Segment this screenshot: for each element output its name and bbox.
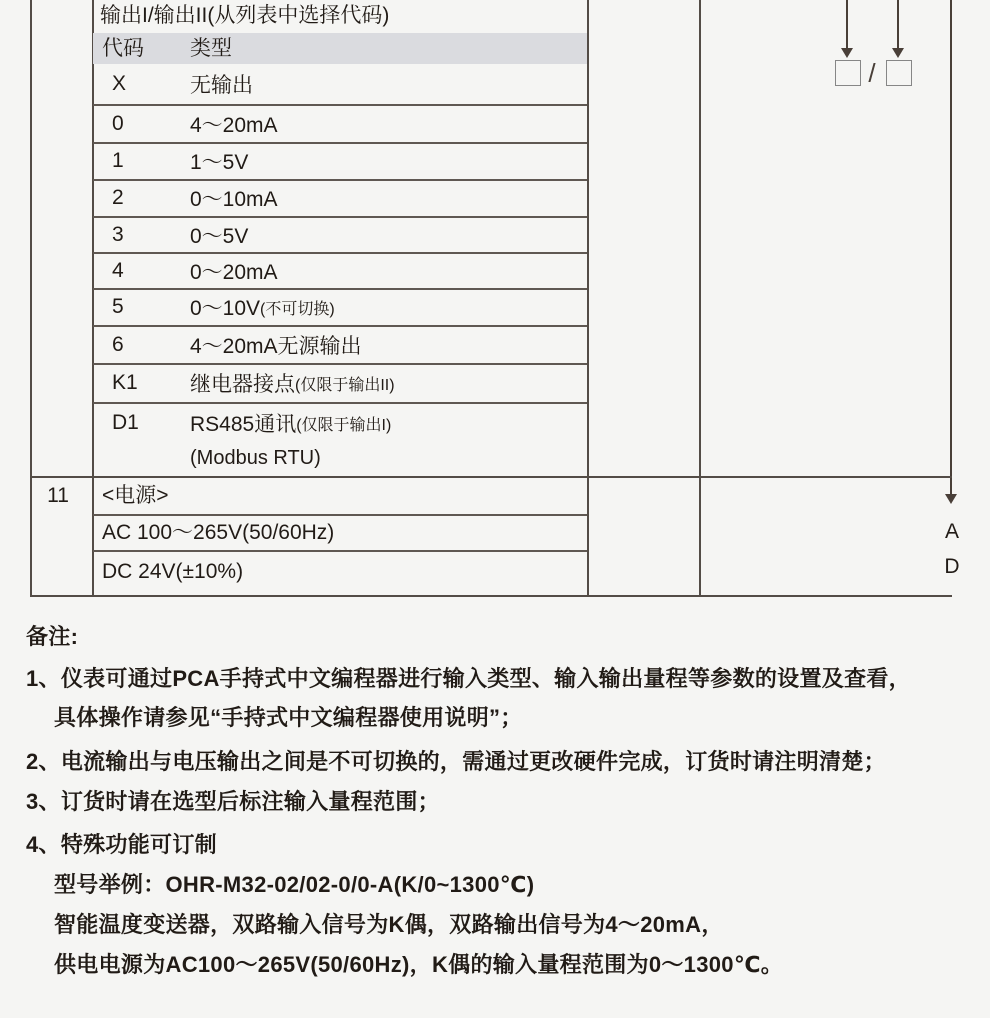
table-row bbox=[92, 364, 589, 402]
code-cell: 1 bbox=[112, 149, 124, 172]
table-mid-divider bbox=[699, 0, 701, 597]
table-row bbox=[92, 64, 589, 104]
power-code-a: A bbox=[944, 520, 959, 543]
column-header-type: 类型 bbox=[190, 37, 232, 60]
table-bottom-border bbox=[30, 595, 952, 597]
type-cell: 4～20mA bbox=[190, 113, 278, 137]
note-item-2: 2、电流输出与电压输出之间是不可切换的，需通过更改硬件完成，订货时请注明清楚； bbox=[26, 749, 886, 774]
type-cell: 无输出 bbox=[190, 74, 253, 97]
note-model-desc-1: 智能温度变送器，双路输入信号为K偶，双路输出信号为4～20mA， bbox=[54, 912, 724, 937]
table-row bbox=[92, 403, 589, 443]
type-cell: RS485通讯 bbox=[190, 413, 297, 436]
output-section-header: 输出I/输出II(从列表中选择代码) bbox=[100, 4, 390, 27]
type-cell: 1～5V bbox=[190, 151, 249, 174]
power-option-ac: AC 100～265V(50/60Hz) bbox=[102, 521, 335, 544]
code-cell: 5 bbox=[112, 295, 124, 318]
notes-title: 备注: bbox=[26, 624, 79, 649]
note-item-4: 4、特殊功能可订制 bbox=[26, 832, 217, 857]
column-header-band bbox=[93, 33, 587, 64]
power-header: <电源> bbox=[102, 484, 169, 507]
type-cell: 0～10V bbox=[190, 297, 261, 320]
output2-code-box bbox=[886, 60, 912, 86]
type-cell: 继电器接点 bbox=[190, 373, 295, 396]
output1-arrowhead-icon bbox=[841, 48, 853, 58]
output1-arrow-line bbox=[846, 0, 848, 50]
code-cell: 2 bbox=[112, 186, 124, 209]
code-separator-slash: / bbox=[868, 58, 876, 88]
note-item-3: 3、订货时请在选型后标注输入量程范围； bbox=[26, 789, 440, 814]
code-cell: 4 bbox=[112, 258, 124, 282]
type-cell: 4～20mA无源输出 bbox=[190, 334, 362, 358]
code-cell: X bbox=[112, 72, 127, 95]
table-row bbox=[92, 217, 589, 252]
type-cell: 0～10mA bbox=[190, 188, 278, 211]
type-note: (不可切换) bbox=[260, 300, 335, 318]
type-cell: 0～20mA bbox=[190, 260, 278, 284]
table-row bbox=[92, 105, 589, 142]
code-cell: D1 bbox=[112, 411, 139, 434]
table-row bbox=[92, 253, 589, 288]
output1-code-box bbox=[835, 60, 861, 86]
code-cell: 3 bbox=[112, 222, 124, 246]
note-model-desc-2: 供电电源为AC100～265V(50/60Hz)，K偶的输入量程范围为0～1300℃。 bbox=[54, 952, 784, 977]
column-header-code: 代码 bbox=[102, 37, 144, 60]
code-cell: 0 bbox=[112, 111, 124, 135]
output2-arrow-line bbox=[897, 0, 899, 50]
type-note: (仅限于输出I) bbox=[296, 416, 392, 434]
power-column-arrowhead-icon bbox=[945, 494, 957, 504]
power-code-d: D bbox=[944, 555, 960, 578]
table-row bbox=[92, 180, 589, 216]
output2-arrowhead-icon bbox=[892, 48, 904, 58]
code-cell: K1 bbox=[112, 371, 138, 394]
code-cell: 6 bbox=[112, 332, 124, 356]
power-column-arrow-line bbox=[950, 0, 952, 496]
table-row bbox=[92, 289, 589, 325]
power-option-dc: DC 24V(±10%) bbox=[102, 560, 244, 583]
row-number: 11 bbox=[47, 484, 69, 507]
note-item-1: 1、仪表可通过PCA手持式中文编程器进行输入类型、输入输出量程等参数的设置及查看， bbox=[26, 666, 911, 691]
note-model-example: 型号举例：OHR-M32-02/02-0/0-A(K/0~1300℃) bbox=[54, 872, 535, 897]
type-cell: 0～5V bbox=[190, 224, 249, 248]
type-cell-line2: (Modbus RTU) bbox=[190, 447, 321, 469]
note-item-1-cont: 具体操作请参见“手持式中文编程器使用说明”； bbox=[54, 705, 523, 730]
type-note: (仅限于输出II) bbox=[295, 376, 395, 394]
table-row bbox=[92, 143, 589, 179]
table-row bbox=[92, 326, 589, 363]
